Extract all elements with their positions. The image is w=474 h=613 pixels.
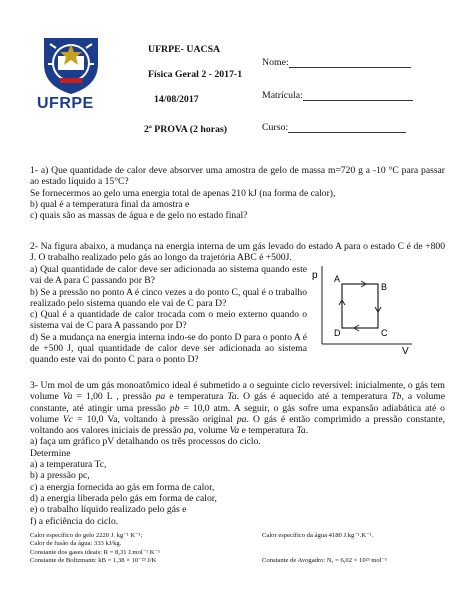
- ufrpe-logo: [36, 34, 106, 96]
- q2-intro: 2- Na figura abaixo, a mudança na energia interna de um gás levado do estado A para o estado C é de +800 J. O trabalho realizado pelo gás ao longo da trajetória ABC é +500J.: [30, 241, 445, 264]
- constant-ice-specific-heat: Calor específico do gelo 2220 J. kg⁻¹ K⁻¹;: [30, 532, 143, 539]
- q3-item-d: d) a energia liberada pelo gás em forma de calor,: [30, 492, 217, 504]
- q3-item-e: e) o trabalho líquido realizado pelo gás e: [30, 504, 187, 516]
- registration-line[interactable]: [303, 100, 413, 101]
- constant-fusion-heat: Calor de fusão da água: 333 kJ/kg.: [30, 540, 122, 548]
- p-axis-label: p: [312, 270, 318, 281]
- q3-item-b: b) a pressão pc,: [30, 470, 90, 482]
- q2-item-d: d) Se a mudança na energia interna indo-se do ponto D para o ponto A é de +500 J, qual quantidade de calor deve ser adicionada ao sistema quando este vai do ponto C para o ponto D?: [30, 331, 307, 366]
- registration-field: [262, 90, 413, 101]
- q2-item-b: b) Se a pressão no ponto A é cinco vezes a do ponto C, qual é o trabalho realizado pelo sistema quando ele vai de C para D?: [30, 286, 307, 309]
- registration-label: Matrícula:: [262, 90, 303, 101]
- logo-text: UFRPE: [37, 95, 94, 112]
- q1-item-c: c) quais são as massas de água e de gelo no estado final?: [30, 210, 248, 222]
- point-c-label: C: [381, 328, 388, 338]
- exam-date: 14/08/2017: [154, 94, 199, 105]
- name-line[interactable]: [289, 67, 411, 68]
- q3-item-graph: a) faça um gráfico pV detalhando os três processos do ciclo.: [30, 436, 261, 448]
- pv-diagram: [308, 262, 418, 357]
- q3-item-c: c) a energia fornecida ao gás em forma de calor,: [30, 481, 215, 493]
- exam-title: 2ª PROVA (2 horas): [144, 124, 228, 135]
- question-3: [30, 380, 445, 527]
- constant-avogadro: Constante de Avogadro: Nₐ = 6,02 × 10²³ mol⁻¹: [262, 557, 387, 564]
- constants-right-top: [262, 532, 373, 540]
- name-field: [262, 57, 411, 68]
- constants-right-bottom: [262, 557, 387, 565]
- course-label: Curso:: [262, 122, 289, 133]
- point-d-label: D: [334, 328, 341, 338]
- q3-item-a: a) a temperatura Tc,: [30, 459, 107, 471]
- point-b-label: B: [381, 282, 388, 292]
- q2-item-a: a) Qual quantidade de calor deve ser adicionada ao sistema quando este vai de A para C passando por B?: [30, 264, 307, 287]
- q3-statement: 3- Um mol de um gás monoatômico ideal é submetido a o seguinte ciclo reversível: inicialmente, o gás tem volume Va = 1,00 L , pressão pa e temperatura Ta. O gás é aquecido até a temperatura Tb, a volume constante, até atingir uma pressão pb = 10,0 atm. A seguir, o gás sofre uma expansão adiabática até o volume Vc = 10,0 Va, voltando à pressão original pa. O gás é então comprimido a pressão constante, voltando aos valores iniciais de pressão pa, volume Va e temperatura Ta.: [30, 380, 445, 437]
- point-a-label: A: [334, 274, 341, 284]
- name-label: Nome:: [262, 57, 289, 68]
- constant-boltzmann: Constante de Boltzmann: kB = 1,38 × 10⁻²³ J/K: [30, 557, 157, 565]
- constant-water-specific-heat: Calor específico da água 4180 J.kg⁻¹.K⁻¹.: [262, 532, 374, 539]
- q1-given: Se fornecermos ao gelo uma energia total de apenas 210 kJ (na forma de calor),: [30, 187, 336, 199]
- ufrpe-crest-icon: [36, 34, 106, 96]
- constants-left: [30, 532, 160, 566]
- question-2-items: [30, 264, 307, 366]
- course-field: [262, 122, 406, 133]
- q3-determine: Determine: [30, 447, 71, 459]
- constant-gas-r: Constante dos gases ideais: R = 8,31 J.mol⁻¹ K⁻¹: [30, 548, 161, 556]
- q3-item-f: f) a eficiência do ciclo.: [30, 515, 119, 527]
- q1-item-b: b) qual é a temperatura final da amostra e: [30, 198, 190, 210]
- institution-title: UFRPE- UACSA: [148, 44, 221, 55]
- q2-item-c: c) Qual é a quantidade de calor trocada com o meio externo quando o sistema vai de C para A passando por D?: [30, 309, 307, 332]
- q1-statement: 1- a) Que quantidade de calor deve absorver uma amostra de gelo de massa m=720 g a -10 °C para passar ao estado líquido a 15°C?: [30, 165, 445, 188]
- course-line[interactable]: [288, 132, 406, 133]
- cycle-path: [342, 284, 378, 328]
- v-axis-label: V: [402, 346, 409, 357]
- course-title: Física Geral 2 - 2017-1: [148, 69, 243, 80]
- question-1: [30, 165, 445, 221]
